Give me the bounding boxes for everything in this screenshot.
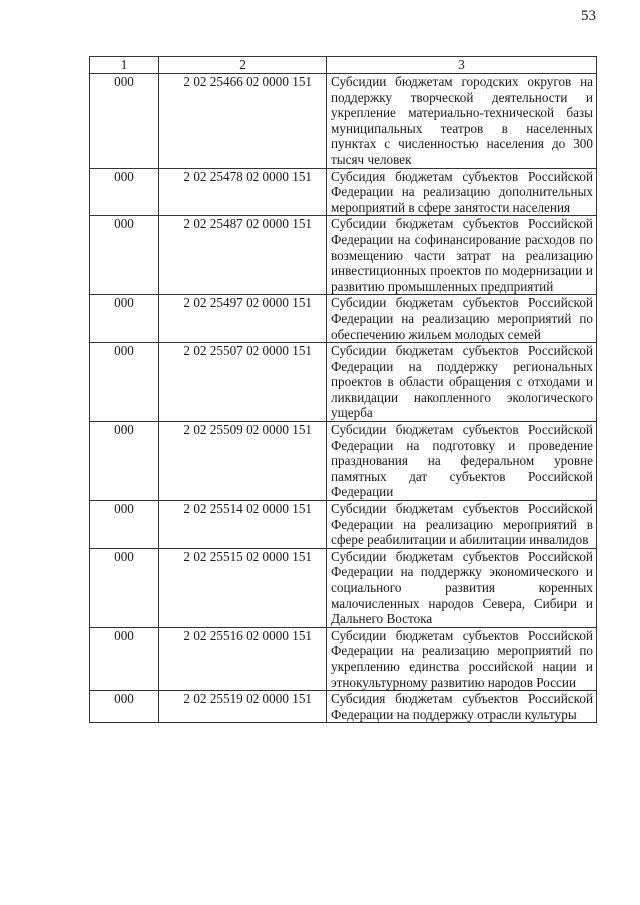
description-cell: Субсидии бюджетам субъектов Российской Федерации на реализацию мероприятий по обеспечению жильем молодых семей: [327, 295, 597, 343]
budget-classification-table: [89, 56, 597, 723]
table-row: [90, 74, 597, 169]
description-cell: Субсидии бюджетам субъектов Российской Федерации на софинансирование расходов по возмещению части затрат на реализацию инвестиционных проектов по модернизации и развитию промышленных предприятий: [327, 216, 597, 295]
table-row: [90, 422, 597, 501]
income-code-cell: 2 02 25519 02 0000 151: [159, 691, 327, 723]
income-code-cell: 2 02 25516 02 0000 151: [159, 627, 327, 690]
income-code-cell: 2 02 25515 02 0000 151: [159, 548, 327, 627]
description-cell: Субсидии бюджетам городских округов на поддержку творческой деятельности и укрепление материально-технической базы муниципальных театров в населенных пунктах с численностью населения до 300 тысяч человек: [327, 74, 597, 169]
description-cell: Субсидии бюджетам субъектов Российской Федерации на реализацию мероприятий по укреплению единства российской нации и этнокультурному развитию народов России: [327, 627, 597, 690]
admin-code-cell: 000: [90, 627, 159, 690]
description-cell: Субсидии бюджетам субъектов Российской Федерации на реализацию мероприятий в сфере реабилитации и абилитации инвалидов: [327, 501, 597, 549]
column-header-1: 1: [90, 57, 159, 74]
income-code-cell: 2 02 25487 02 0000 151: [159, 216, 327, 295]
description-cell: Субсидии бюджетам субъектов Российской Федерации на поддержку экономического и социального развития коренных малочисленных народов Севера, Сибири и Дальнего Востока: [327, 548, 597, 627]
admin-code-cell: 000: [90, 295, 159, 343]
table-row: [90, 216, 597, 295]
income-code-cell: 2 02 25497 02 0000 151: [159, 295, 327, 343]
description-cell: Субсидия бюджетам субъектов Российской Федерации на поддержку отрасли культуры: [327, 691, 597, 723]
table-row: [90, 295, 597, 343]
admin-code-cell: 000: [90, 548, 159, 627]
admin-code-cell: 000: [90, 691, 159, 723]
table-row: [90, 168, 597, 216]
admin-code-cell: 000: [90, 343, 159, 422]
table-row: [90, 501, 597, 549]
table-row: [90, 691, 597, 723]
description-cell: Субсидии бюджетам субъектов Российской Федерации на поддержку региональных проектов в области обращения с отходами и ликвидации накопленного экологического ущерба: [327, 343, 597, 422]
column-header-2: 2: [159, 57, 327, 74]
admin-code-cell: 000: [90, 501, 159, 549]
table-row: [90, 343, 597, 422]
admin-code-cell: 000: [90, 74, 159, 169]
admin-code-cell: 000: [90, 422, 159, 501]
admin-code-cell: 000: [90, 216, 159, 295]
income-code-cell: 2 02 25514 02 0000 151: [159, 501, 327, 549]
page-number: 53: [581, 8, 596, 24]
description-cell: Субсидии бюджетам субъектов Российской Федерации на подготовку и проведение празднования на федеральном уровне памятных дат субъектов Российской Федерации: [327, 422, 597, 501]
column-header-3: 3: [327, 57, 597, 74]
table-header-row: [90, 57, 597, 74]
table-row: [90, 627, 597, 690]
table-row: [90, 548, 597, 627]
income-code-cell: 2 02 25507 02 0000 151: [159, 343, 327, 422]
income-code-cell: 2 02 25478 02 0000 151: [159, 168, 327, 216]
income-code-cell: 2 02 25509 02 0000 151: [159, 422, 327, 501]
income-code-cell: 2 02 25466 02 0000 151: [159, 74, 327, 169]
admin-code-cell: 000: [90, 168, 159, 216]
description-cell: Субсидия бюджетам субъектов Российской Федерации на реализацию дополнительных мероприятий в сфере занятости населения: [327, 168, 597, 216]
